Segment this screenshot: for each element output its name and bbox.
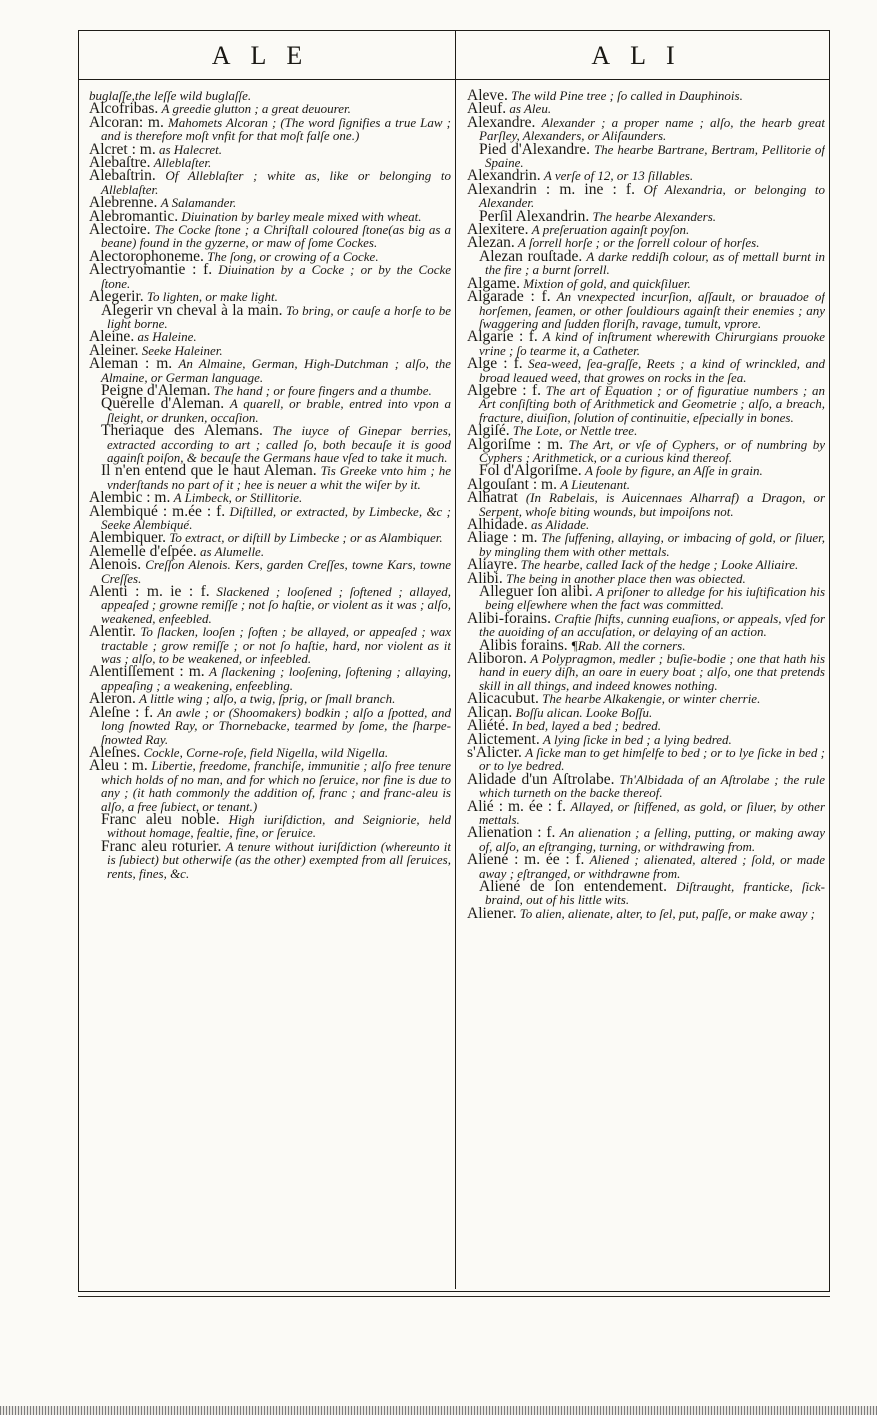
entry-headword: Aleſnes. bbox=[89, 743, 141, 761]
entry-definition: Diſtilled, or extracted, by Limbecke, &c ; Seeke Alembiqué. bbox=[101, 503, 451, 532]
entry-definition: Craftie ſhifts, cunning euaſions, or appeals, vſed for the auoiding of an accuſation, or delaying of an action. bbox=[479, 610, 825, 640]
right-column bbox=[467, 89, 825, 1289]
entry-headword: Alenti : m. ie : f. bbox=[89, 583, 210, 601]
entry-headword: Alidade d'un Aſtrolabe. bbox=[467, 770, 615, 788]
entry-headword: Alebromantic. bbox=[89, 207, 179, 225]
entry-definition: The Cocke ſtone ; a Chriſtall coloured ſtone(as big as a beane) found in the gyzerne, or maw of ſome Cockes. bbox=[101, 222, 451, 251]
entry-definition: The wild Pine tree ; ſo called in Dauphinois. bbox=[511, 89, 743, 103]
entry-definition: To ſlacken, looſen ; ſoften ; be allayed, or appeaſed ; wax tractable ; grow remiſſe ; or not ſo haſtie, hard, nor violent as it was ; alſo, to be weakened, or infeebled. bbox=[101, 624, 451, 667]
entry-headword: Alezan. bbox=[467, 234, 515, 252]
scan-edge bbox=[0, 1406, 877, 1415]
entry-definition: ¶Rab. All the corners. bbox=[570, 637, 686, 653]
entry-definition: The hand ; or foure fingers and a thumbe. bbox=[213, 382, 432, 398]
dictionary-entry bbox=[89, 558, 451, 585]
entry-headword: Alezan rouſtade. bbox=[479, 247, 583, 265]
dictionary-entry bbox=[89, 703, 451, 747]
entry-headword: Aleron. bbox=[89, 690, 136, 708]
running-head-left: ALE bbox=[211, 41, 323, 70]
entry-headword: Aleve. bbox=[467, 89, 508, 104]
entry-headword: Aliener. bbox=[467, 904, 517, 922]
entry-definition: A ſicke man to get himſelfe to bed ; or to lye ſicke in bed ; or to lye bedred. bbox=[479, 744, 825, 774]
entry-headword: Algebre : f. bbox=[467, 381, 541, 399]
entry-headword: Aliené de ſon entendement. bbox=[479, 877, 667, 895]
dictionary-entry bbox=[89, 464, 451, 491]
entry-definition: as Alidade. bbox=[530, 517, 590, 532]
dictionary-entry bbox=[467, 140, 825, 171]
entry-headword: Alembiquer. bbox=[89, 529, 167, 547]
entry-definition: A ſorrell horſe ; or the ſorrell colour of horſes. bbox=[518, 235, 760, 251]
dictionary-entry bbox=[467, 609, 825, 640]
entry-definition: A Polypragmon, medler ; buſie-bodie ; one that hath his hand in euery diſh, an oare in euery boat ; alſo, one that pretends skill in all things, and indeed knowes nothing. bbox=[479, 651, 825, 693]
bottom-rule bbox=[78, 1296, 830, 1297]
entry-headword: Fol d'Algoriſme. bbox=[479, 462, 582, 480]
entry-headword: Alge : f. bbox=[467, 355, 523, 373]
page-header bbox=[79, 31, 829, 80]
entry-definition: Alleblaſter. bbox=[153, 155, 212, 171]
entry-headword: Perſil Alexandrin. bbox=[479, 207, 590, 225]
entry-definition: as Halecret. bbox=[158, 141, 223, 157]
entry-definition: as Aleu. bbox=[509, 101, 552, 117]
dictionary-entry bbox=[89, 223, 451, 250]
dictionary-entry bbox=[467, 531, 825, 558]
dictionary-entry bbox=[467, 652, 825, 692]
entry-definition: Allayed, or ſtiffened, as gold, or ſiluer, by other mettals. bbox=[479, 798, 825, 827]
entry-definition: The hearbe Bartrane, Bertram, Pellitorie of Spaine. bbox=[485, 141, 825, 171]
entry-headword: Alenois. bbox=[89, 556, 142, 574]
entry-definition: To alien, alienate, alter, to ſel, put, paſſe, or make away ; bbox=[519, 905, 815, 921]
entry-headword: Franc aleu roturier. bbox=[101, 837, 222, 855]
entry-definition: Of Alexandria, or belonging to Alexander. bbox=[479, 181, 825, 211]
entry-headword: Alexandre. bbox=[467, 113, 536, 131]
entry-headword: Alican. bbox=[467, 703, 513, 721]
entry-headword: Alexandrin : m. ine : f. bbox=[467, 180, 635, 198]
entry-headword: Alectryomantie : f. bbox=[89, 261, 213, 279]
entry-headword: Alhatrat bbox=[467, 489, 518, 507]
entry-definition: Of Alleblaſter ; white as, like or belonging to Alleblaſter. bbox=[101, 168, 451, 197]
running-head-right: ALI bbox=[591, 41, 695, 70]
entry-definition: Tis Greeke vnto him ; he vnderſtands no part of it ; hee is neuer a whit the wiſer by it. bbox=[107, 463, 451, 492]
dictionary-entry bbox=[467, 585, 825, 612]
entry-headword: Aleman : m. bbox=[89, 355, 173, 373]
entry-definition: A preſeruation againſt poyſon. bbox=[531, 222, 690, 238]
dictionary-entry bbox=[89, 665, 451, 692]
dictionary-entry bbox=[467, 357, 825, 384]
entry-headword: Alectoire. bbox=[89, 221, 151, 239]
entry-definition: The being in another place then was obiected. bbox=[506, 570, 746, 586]
entry-headword: Alibi-forains. bbox=[467, 609, 551, 627]
entry-definition: A verſe of 12, or 13 ſillables. bbox=[543, 168, 694, 184]
dictionary-entry bbox=[467, 113, 825, 144]
entry-definition: A tenure without iuriſdiction (whereunto it is ſubiect) but otherwiſe (as the other) exempted from all ſeruices, rents, fines, &c. bbox=[107, 838, 451, 881]
dictionary-entry bbox=[467, 247, 825, 278]
dictionary-entry bbox=[467, 770, 825, 801]
dictionary-entry bbox=[89, 263, 451, 290]
entry-definition: The ſuffening, allaying, or imbacing of gold, or ſiluer, by mingling them with other mettals. bbox=[479, 530, 825, 559]
dictionary-entry bbox=[467, 690, 825, 708]
entry-definition: Boſſu alican. Looke Boſſu. bbox=[515, 704, 653, 720]
dictionary-entry bbox=[89, 585, 451, 625]
entry-definition: A quarell, or brable, entred into vpon a ſleight, or drunken, occaſion. bbox=[107, 396, 451, 425]
entry-headword: Alentiſſement : m. bbox=[89, 663, 205, 681]
entry-definition: Sea-weed, ſea-graſſe, Reets ; a kind of wrinckled, and broad leaued weed, that growes on rocks in the ſea. bbox=[479, 356, 825, 385]
entry-definition: Alexander ; a proper name ; alſo, the hearb great Parſley, Alexanders, or Aliſaunders. bbox=[479, 114, 825, 144]
entry-headword: Theriaque des Alemans. bbox=[101, 422, 263, 440]
dictionary-page bbox=[78, 30, 830, 1292]
dictionary-entry bbox=[467, 330, 825, 357]
entry-definition: A kind of inſtrument wherewith Chirurgians prouoke vrine ; ſo tearme it, a Catheter. bbox=[479, 329, 825, 358]
entry-definition: A Limbeck, or Stillitorie. bbox=[173, 490, 303, 506]
entry-headword: Aliété. bbox=[467, 717, 509, 735]
entry-headword: Franc aleu noble. bbox=[101, 810, 220, 828]
dictionary-entry bbox=[467, 904, 825, 922]
entry-definition: buglaſſe,the leſſe wild buglaſſe. bbox=[89, 89, 252, 103]
entry-definition: Seeke Haleiner. bbox=[141, 342, 223, 358]
entry-headword: Aleiner. bbox=[89, 341, 139, 359]
entry-definition: A priſoner to alledge for his iuſtification his being elſewhere when the fact was committed. bbox=[485, 584, 825, 613]
dictionary-entry bbox=[467, 743, 825, 774]
entry-definition: The art of Equation ; or of figuratiue numbers ; an Art conſiſting both of Arithmetick and Geometrie ; alſo, a breach, fracture, diuiſion, ſolution of continuitie, eſpecially in bones. bbox=[479, 382, 825, 425]
entry-definition: The hearbe Alexanders. bbox=[592, 208, 717, 224]
entry-headword: Alexitere. bbox=[467, 221, 529, 239]
entry-definition: A foole by figure, an Aſſe in grain. bbox=[584, 463, 763, 479]
dictionary-entry bbox=[467, 556, 825, 574]
entry-definition: A greedie glutton ; a great deuourer. bbox=[161, 101, 351, 117]
dictionary-entry bbox=[89, 301, 451, 331]
entry-definition: To lighten, or make light. bbox=[146, 289, 278, 305]
entry-definition: The Art, or vſe of Cyphers, or of numbring by Cyphers ; Arithmetick, or a curious kind thereof. bbox=[479, 436, 825, 465]
entry-headword: Alibi. bbox=[467, 569, 503, 587]
entry-headword: Alegerir vn cheval à la main. bbox=[101, 301, 283, 319]
entry-headword: Alectorophoneme. bbox=[89, 247, 204, 265]
left-column bbox=[89, 89, 451, 1289]
entry-headword: Alemelle d'eſpée. bbox=[89, 542, 197, 560]
entry-headword: Peigne d'Aleman. bbox=[101, 381, 211, 399]
entry-headword: Aliayre. bbox=[467, 556, 518, 574]
entry-definition: (In Rabelais, is Auicennaes Alharraf) a Dragon, or Serpent, whoſe biting wounds, but impoiſons not. bbox=[479, 490, 825, 519]
entry-headword: Alcofribas. bbox=[89, 100, 159, 118]
entry-headword: Alicacubut. bbox=[467, 690, 539, 708]
entry-definition: The iuyce of Ginepar berries, extracted according to art ; called ſo, both becauſe it is good againſt poiſon, & becauſe the Germans haue vſed to take it much. bbox=[107, 423, 451, 465]
dictionary-entry bbox=[467, 381, 825, 425]
entry-headword: Aliboron. bbox=[467, 650, 527, 668]
dictionary-entry bbox=[467, 826, 825, 853]
entry-definition: High iuriſdiction, and Seigniorie, held without homage, fealtie, fine, or ſeruice. bbox=[107, 811, 451, 841]
dictionary-entry bbox=[89, 837, 451, 881]
entry-headword: Il n'en entend que le haut Aleman. bbox=[101, 462, 317, 480]
dictionary-entry bbox=[467, 797, 825, 827]
entry-definition: Th'Albidada of an Aſtrolabe ; the rule which turneth on the backe thereof. bbox=[479, 771, 825, 801]
entry-headword: Alebrenne. bbox=[89, 194, 158, 212]
entry-definition: Diſtraught, franticke, ſick-braind, out of his little wits. bbox=[485, 878, 825, 908]
entry-definition: An vnexpected incurſion, aſſault, or brauadoe of horſemen, ſeamen, or other ſouldiours againſt their enemies ; any ſwaggering and ſudden floriſh, ravage, tumult, vprore. bbox=[479, 289, 825, 331]
entry-definition: Slackened ; looſened ; ſoftened ; allayed, appeaſed ; growne remiſſe ; not ſo haſtie, or violent as it was ; alſo, weakened, enfeebled. bbox=[101, 584, 451, 626]
entry-headword: Alegerir. bbox=[89, 288, 144, 306]
entry-headword: Alleguer ſon alibi. bbox=[479, 583, 593, 601]
dictionary-entry bbox=[89, 424, 451, 464]
entry-headword: Alebaſtrin. bbox=[89, 167, 156, 185]
entry-headword: Alié : m. ée : f. bbox=[467, 797, 567, 815]
entry-headword: Algame. bbox=[467, 274, 520, 292]
dictionary-entry bbox=[467, 290, 825, 330]
dictionary-entry bbox=[467, 435, 825, 465]
dictionary-entry bbox=[467, 877, 825, 908]
entry-definition: An Almaine, German, High-Dutchman ; alſo, the Almaine, or German language. bbox=[101, 356, 451, 385]
entry-definition: as Haleine. bbox=[137, 329, 197, 345]
entry-definition: Creſſon Alenois. Kers, garden Creſſes, towne Kars, towne Creſſes. bbox=[101, 557, 451, 586]
entry-definition: Libertie, freedome, franchiſe, immunitie ; alſo free tenure which holds of no man, and for which no ſeruice, nor fine is due to any ; (it hath commonly the addition of, franc ; and franc-aleu is alſo, a free ſubiect, or tenant.) bbox=[101, 758, 451, 814]
entry-definition: The ſong, or crowing of a Cocke. bbox=[207, 248, 379, 264]
entry-definition: Diuination by a Cocke ; or by the Cocke ſtone. bbox=[101, 262, 451, 291]
entry-definition: Aliened ; alienated, altered ; ſold, or made away ; eſtranged, or withdrawne from. bbox=[479, 852, 825, 881]
entry-headword: Aleine. bbox=[89, 328, 135, 346]
entry-headword: Aliage : m. bbox=[467, 529, 538, 547]
entry-definition: Cockle, Corne-roſe, field Nigella, wild Nigella. bbox=[143, 744, 389, 760]
entry-headword: Algarade : f. bbox=[467, 288, 551, 306]
dictionary-entry bbox=[89, 759, 451, 813]
entry-definition: A Salamander. bbox=[160, 195, 237, 211]
entry-definition: Diuination by barley meale mixed with wheat. bbox=[181, 208, 422, 224]
dictionary-entry bbox=[89, 113, 451, 144]
entry-headword: Algouſant : m. bbox=[467, 475, 557, 493]
entry-definition: Mixtion of gold, and quickſiluer. bbox=[523, 275, 691, 291]
entry-headword: Alictement. bbox=[467, 730, 540, 748]
entry-headword: Algiſé. bbox=[467, 422, 510, 440]
entry-headword: Alhidade. bbox=[467, 516, 528, 533]
entry-definition: A ſlackening ; looſening, ſoftening ; allaying, appeaſing ; a weakening, enfeebling. bbox=[101, 664, 451, 693]
entry-headword: Alibis forains. bbox=[479, 636, 568, 654]
dictionary-entry bbox=[89, 397, 451, 424]
entry-definition: To extract, or diſtill by Limbecke ; or as Alambiquer. bbox=[169, 530, 443, 546]
dictionary-entry bbox=[467, 180, 825, 211]
entry-definition: A Lieutenant. bbox=[560, 476, 631, 492]
entry-definition: An awle ; or (Shoomakers) bodkin ; alſo a ſpotted, and long ſnowted Ray, or Thornebacke, tearmed by ſome, the ſharpe-ſnowted Ray. bbox=[101, 704, 451, 747]
dictionary-entry bbox=[89, 357, 451, 384]
entry-definition: An alienation ; a ſelling, putting, or making away of, alſo, an eſtranging, turning, or withdrawing from. bbox=[479, 825, 825, 854]
entry-definition: In bed, layed a bed ; bedred. bbox=[512, 718, 661, 734]
entry-headword: Alembiqué : m.ée : f. bbox=[89, 502, 226, 520]
entry-headword: Alexandrin. bbox=[467, 167, 541, 185]
dictionary-entry bbox=[89, 625, 451, 665]
entry-headword: s'Alicter. bbox=[467, 743, 522, 761]
entry-headword: Alienation : f. bbox=[467, 824, 556, 842]
entry-definition: The Lote, or Nettle tree. bbox=[512, 423, 638, 439]
entry-headword: Alentir. bbox=[89, 623, 136, 641]
entry-headword: Aleu : m. bbox=[89, 757, 148, 775]
entry-definition: A little wing ; alſo, a twig, ſprig, or ſmall branch. bbox=[139, 691, 396, 707]
entry-headword: Querelle d'Aleman. bbox=[101, 395, 225, 413]
entry-headword: Alembic : m. bbox=[89, 489, 171, 507]
entry-headword: Alebaſtre. bbox=[89, 154, 151, 172]
entry-definition: Mahomets Alcoran ; (The word ſignifies a true Law ; and is therefore moſt vnfit for that moſt falſe one.) bbox=[101, 114, 451, 144]
dictionary-entry bbox=[467, 491, 825, 518]
entry-definition: as Alumelle. bbox=[200, 543, 265, 559]
dictionary-entry bbox=[89, 169, 451, 196]
entry-headword: Algoriſme : m. bbox=[467, 435, 564, 453]
dictionary-entry bbox=[89, 328, 451, 346]
entry-headword: Algarie : f. bbox=[467, 328, 538, 346]
entry-headword: Aliené : m. ée : f. bbox=[467, 851, 585, 869]
dictionary-entry bbox=[89, 810, 451, 841]
entry-definition: To bring, or cauſe a horſe to be light borne. bbox=[107, 302, 451, 331]
entry-headword: Aleſne : f. bbox=[89, 703, 154, 721]
entry-definition: A lying ſicke in bed ; a lying bedred. bbox=[543, 731, 732, 747]
entry-definition: The hearbe Alkakengie, or winter cherrie. bbox=[542, 691, 761, 707]
column-divider bbox=[455, 79, 456, 1289]
entry-headword: Alcret : m. bbox=[89, 140, 156, 158]
entry-headword: Pied d'Alexandre. bbox=[479, 140, 591, 158]
entry-definition: The hearbe, called Iack of the hedge ; Looke Alliaire. bbox=[520, 557, 799, 573]
entry-definition: A darke reddiſh colour, as of mettall burnt in the fire ; a burnt ſorrell. bbox=[485, 248, 825, 278]
dictionary-entry bbox=[89, 502, 451, 532]
entry-headword: Alcoran: m. bbox=[89, 113, 164, 131]
dictionary-entry bbox=[467, 853, 825, 880]
entry-headword: Aleuf. bbox=[467, 100, 507, 118]
